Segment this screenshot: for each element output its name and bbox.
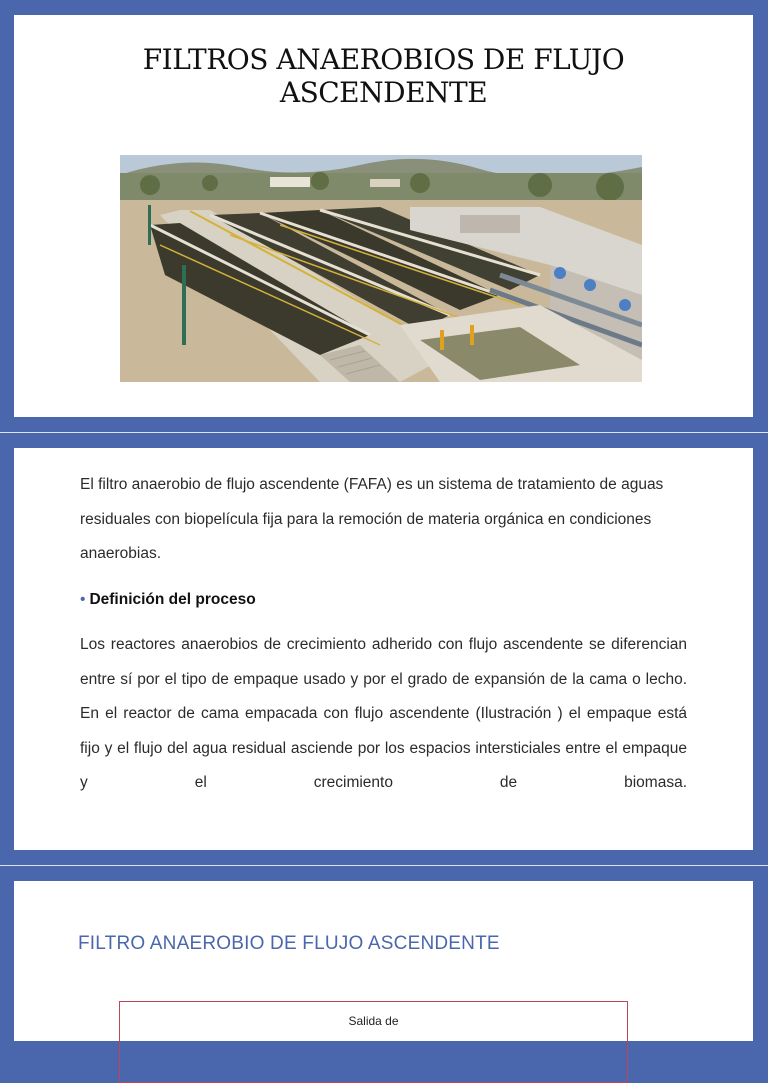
title-line-2: ASCENDENTE [279,76,488,109]
slide-divider [0,865,768,866]
intro-paragraph: El filtro anaerobio de flujo ascendente (FAFA) es un sistema de tratamiento de aguas residuales con biopelícula fija para la remoción de materia orgánica en condiciones anaerobias. [80,476,664,563]
treatment-plant-photo [120,155,642,382]
diagram-label: Salida de [348,1014,399,1028]
title-line-1: FILTROS ANAEROBIOS DE FLUJO [142,43,625,76]
slide-title-heading [14,43,753,109]
bullet-heading: Definición del proceso [89,591,256,608]
slide-definition [14,448,753,850]
slide-diagram [14,881,753,1041]
slide-title [14,15,753,417]
slide-divider [0,432,768,433]
slide-heading: FILTRO ANAEROBIO DE FLUJO ASCENDENTE [78,933,500,954]
process-paragraph: Los reactores anaerobios de crecimiento adherido con flujo ascendente se diferencian entre sí por el tipo de empaque usado y por el grado de expansión de la cama o lecho. En el reactor de cama empacada con flujo ascendente (Ilustración ) el empaque está fijo y el flujo del agua residual asciende por los espacios intersticiales entre el empaque y el crecimiento de biomasa. [80,636,687,792]
bullet-icon: • [80,591,86,608]
bullet-heading-line [80,590,256,610]
diagram-frame [119,1001,628,1083]
